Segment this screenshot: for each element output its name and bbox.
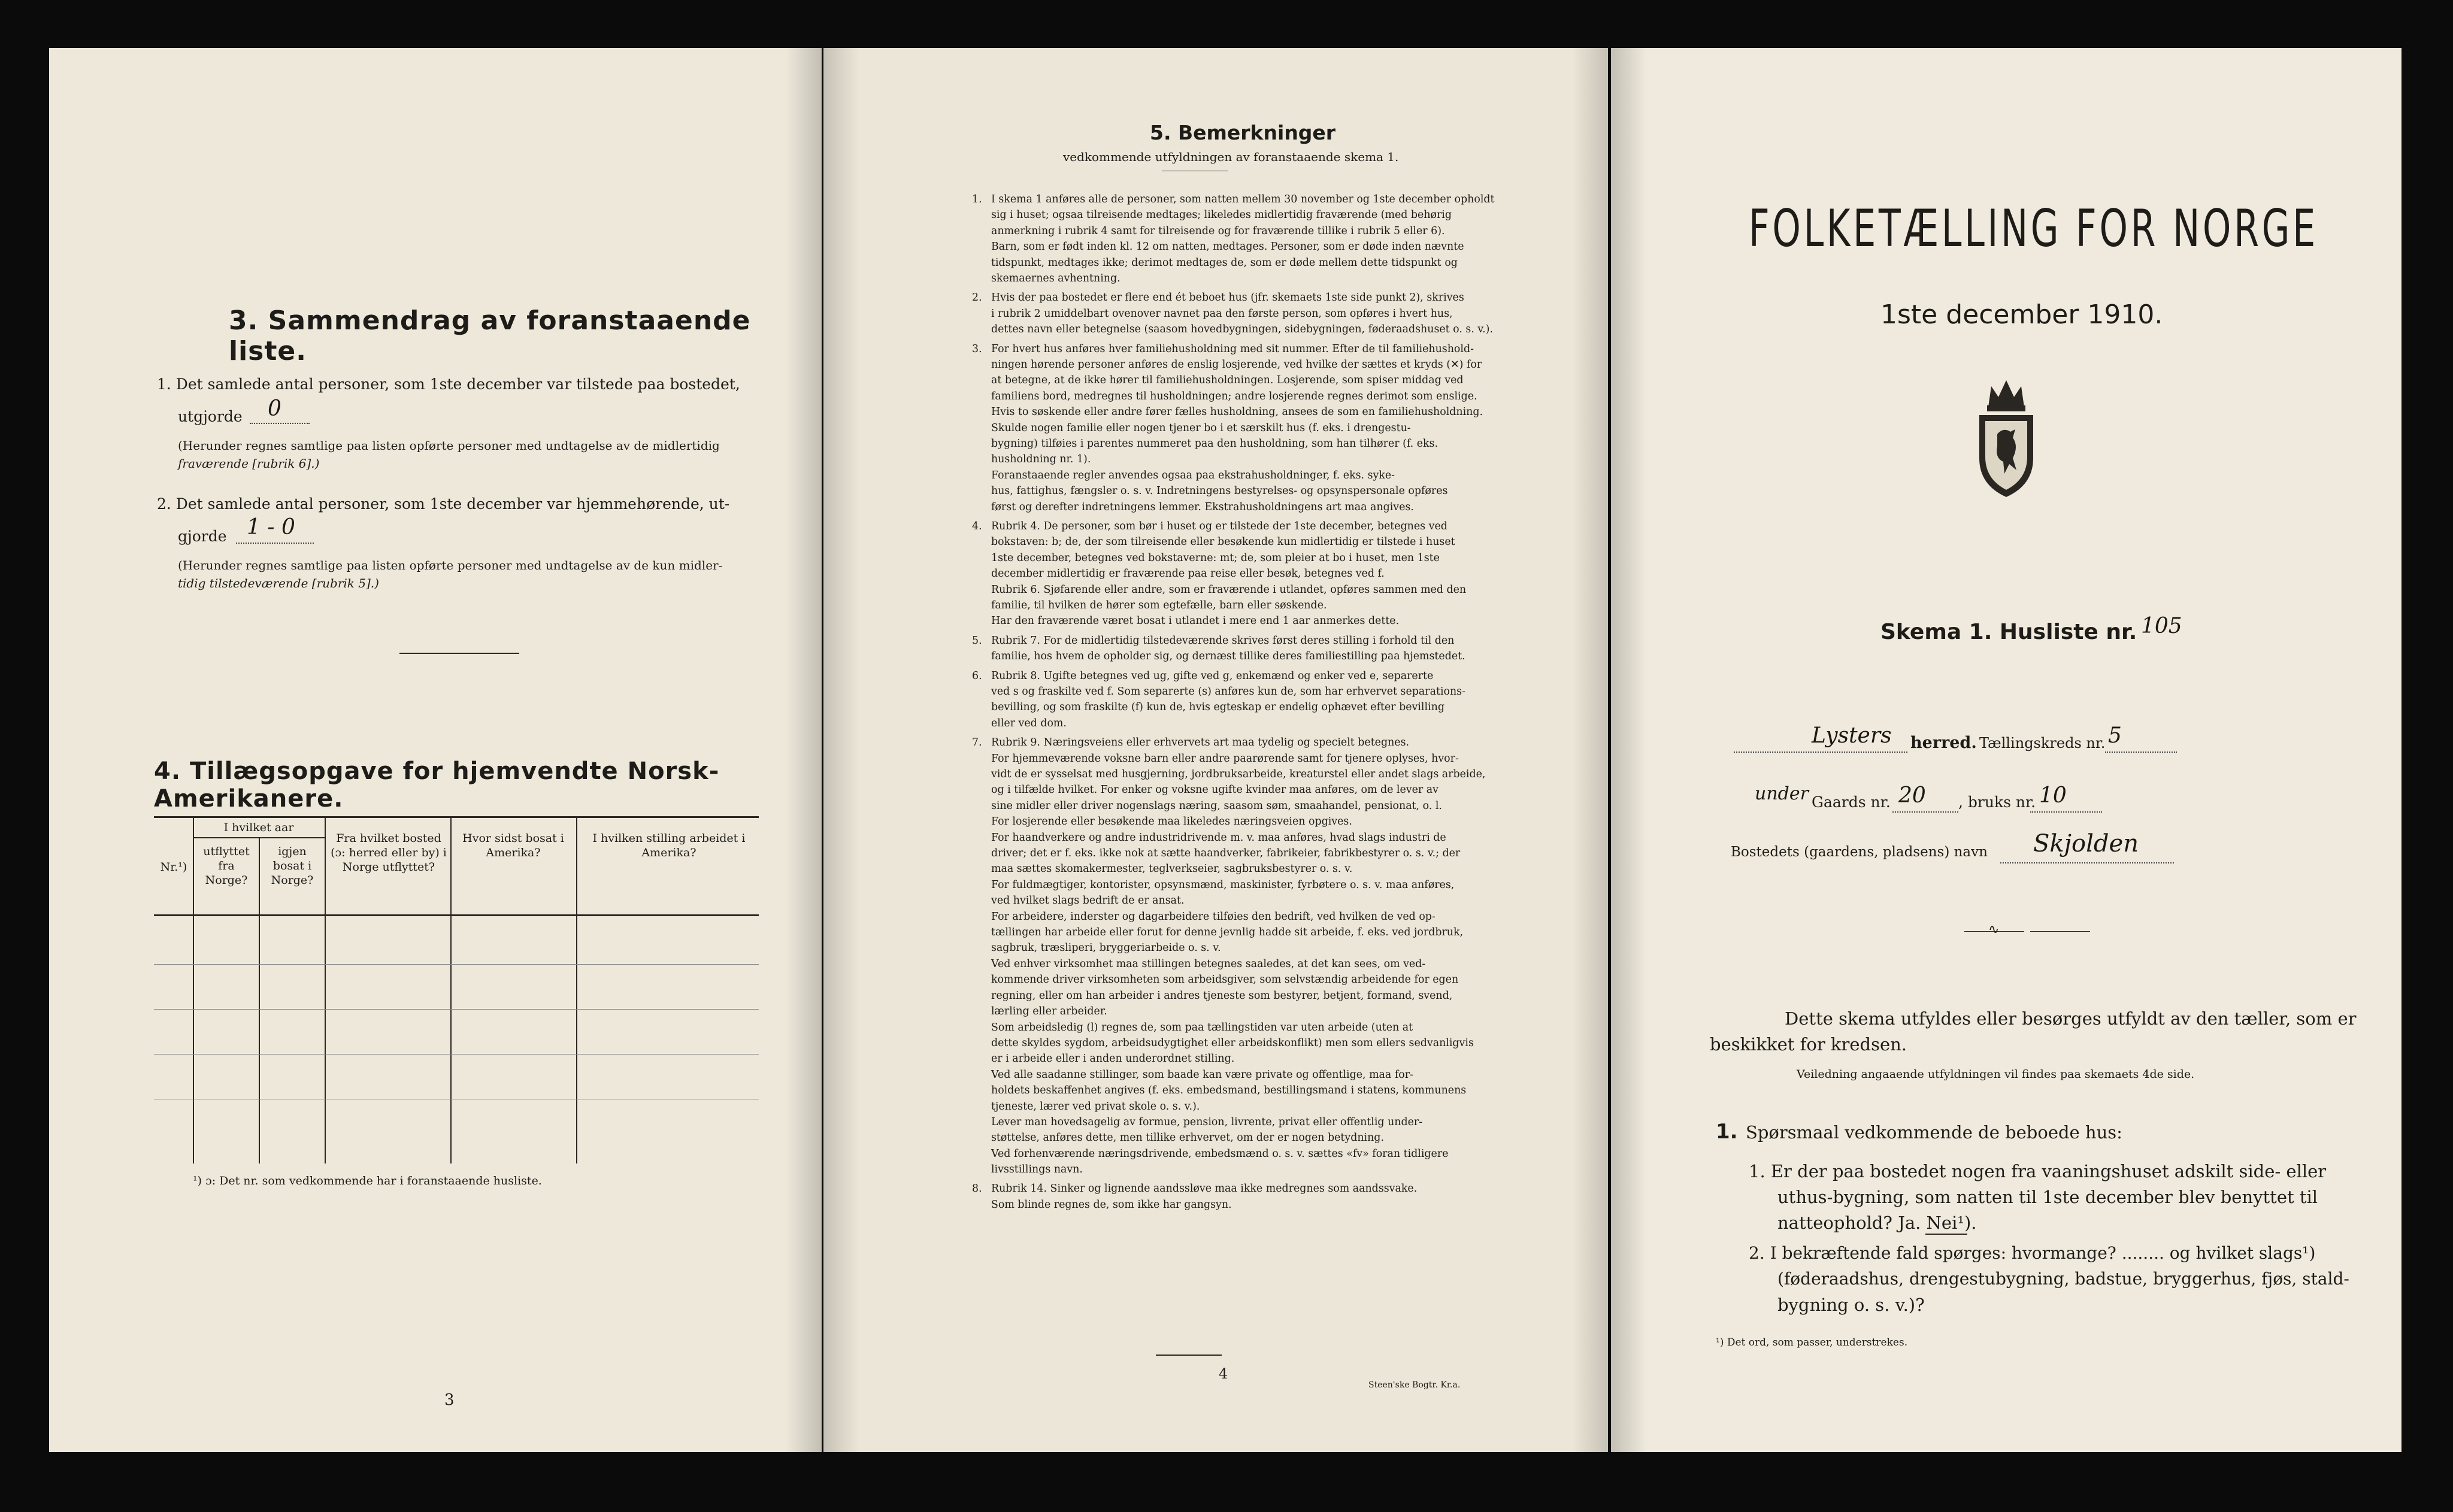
remark-line: Har den fraværende været bosat i utlandet i mere end 1 aar anmerkes dette.: [991, 615, 1400, 628]
remark-line: Rubrik 6. Sjøfarende eller andre, som er fraværende i utlandet, opføres sammen med den: [991, 583, 1467, 596]
remark-line: december midlertidig er fraværende paa reise eller besøk, betegnes ved f.: [991, 568, 1385, 580]
remark-line: For fuldmægtiger, kontorister, opsynsmænd, maskinister, fyrbøtere o. s. v. maa anføres,: [991, 878, 1455, 891]
remark-line: For hvert hus anføres hver familiehusholdning med sit nummer. Efter de til familiehushold-: [991, 343, 1474, 355]
remark-line: maa sættes skomakermester, teglverkseier, sagbruksbestyrer o. s. v.: [991, 863, 1353, 875]
bruk-line: [2030, 811, 2102, 813]
remark-line: i rubrik 2 umiddelbart ovenover navnet paa den første person, som opføres i hvert hus,: [991, 307, 1453, 320]
remark-item: [972, 1181, 1533, 1213]
summary-q2-note: (Herunder regnes samtlige paa listen opførte personer med undtagelse av de kun midler-: [178, 558, 723, 572]
q-heading-num: 1.: [1716, 1120, 1738, 1144]
coat-of-arms-icon: [1967, 374, 2045, 500]
remark-line: Hvis to søskende eller andre fører fælles husholdning, ansees de som en familiehusholdning.: [991, 406, 1483, 419]
page-cover: [1611, 48, 2401, 1452]
remark-line: sagbruk, træsliperi, bryggeriarbeide o. s. v.: [991, 942, 1221, 955]
table-col-line: [450, 816, 452, 1163]
cover-q2-l1: 2. I bekræftende fald spørges: hvormange? ........ og hvilket slags¹): [1749, 1243, 2316, 1263]
remark-line: ningen hørende personer anføres de enslig losjerende, ved hvilke der sættes et kryds (✕) for: [991, 359, 1482, 371]
ornament-rule: [2030, 931, 2090, 932]
remark-line: Lever man hovedsagelig av formue, pension, livrente, privat eller offentlig under-: [991, 1116, 1423, 1128]
intro-line2: beskikket for kredsen.: [1710, 1034, 1907, 1055]
cover-date: 1ste december 1910.: [1880, 299, 2163, 330]
table-col-line: [259, 837, 260, 1163]
remark-line: dettes navn eller betegnelse (saasom hovedbygningen, sidebygningen, føderaadshuset o. s. v.).: [991, 323, 1493, 336]
remark-line: er i arbeide eller i anden underordnet stilling.: [991, 1053, 1235, 1065]
remark-number: 3.: [972, 343, 982, 355]
remark-line: regning, eller om han arbeider i andres tjeneste som bestyrer, betjent, formand, svend,: [991, 989, 1453, 1002]
gutter-shadow: [1611, 48, 1647, 1452]
summary-q2-note2: tidig tilstedeværende [rubrik 5].): [178, 576, 379, 590]
remark-line: Rubrik 9. Næringsveiens eller erhvervets art maa tydelig og specielt betegnes.: [991, 737, 1410, 749]
bosted-value: Skjolden: [2033, 830, 2139, 857]
remark-line: I skema 1 anføres alle de personer, som natten mellem 30 november og 1ste december opholdt: [991, 193, 1495, 205]
printer-imprint: Steen'ske Bogtr. Kr.a.: [1368, 1380, 1461, 1390]
remark-line: kommende driver virksomheten som arbeidsgiver, som selvstændig arbeidende for egen: [991, 974, 1459, 986]
gaard-label: Gaards nr.: [1812, 793, 1891, 811]
th-returned: igjen bosat i Norge?: [271, 845, 314, 887]
page-summary: [49, 48, 822, 1452]
remark-line: Rubrik 4. De personer, som bør i huset og er tilstede der 1ste december, betegnes ved: [991, 520, 1447, 532]
remark-line: For arbeidere, inderster og dagarbeidere tilføies den bedrift, ved hvilken de ved op-: [991, 910, 1436, 923]
remark-number: 6.: [972, 669, 982, 682]
krets-label: Tællingskreds nr.: [1979, 735, 2106, 752]
summary-q1-note: (Herunder regnes samtlige paa listen opførte personer med undtagelse av de midlertidig: [178, 438, 720, 453]
summary-q2-line: [236, 543, 314, 544]
remark-line: livsstillings navn.: [991, 1163, 1083, 1176]
th-emigrated: utflyttet fra Norge?: [203, 845, 250, 887]
cover-q2-l2: (føderaadshus, drengestubygning, badstue, bryggerhus, fjøs, stald-: [1777, 1269, 2349, 1289]
schema-label: Skema 1. Husliste nr.: [1880, 620, 2137, 644]
summary-q1-label: utgjorde: [178, 408, 243, 425]
th-occupation: I hvilken stilling arbeidet i Amerika?: [592, 832, 746, 859]
gutter-shadow: [823, 48, 859, 1452]
remark-number: 8.: [972, 1183, 982, 1195]
bruk-value: 10: [2039, 783, 2067, 808]
remark-line: tidspunkt, medtages ikke; derimot medtages de, som er døde mellem dette tidspunkt og: [991, 256, 1458, 269]
end-rule: [1156, 1355, 1222, 1356]
house-number: 105: [2141, 614, 2182, 638]
th-from-where: Fra hvilket bosted (ɔ: herred eller by) i Norge utflyttet?: [331, 832, 447, 874]
table-col-line: [576, 816, 577, 1163]
summary-q2-label: gjorde: [178, 528, 227, 545]
cover-title: FOLKETÆLLING FOR NORGE: [1749, 199, 2318, 259]
table-col-line: [193, 816, 194, 1163]
remark-number: 7.: [972, 737, 982, 749]
cover-footnote: ¹) Det ord, som passer, understrekes.: [1716, 1337, 1908, 1349]
remark-line: bevilling, og som fraskilte (f) kun de, hvis egteskap er endelig ophævet efter bevilling: [991, 701, 1444, 714]
krets-line: [2105, 752, 2177, 753]
remark-line: at betegne, at de ikke hører til familiehusholdningen. Losjerende, som spiser middag ved: [991, 374, 1464, 387]
th-nr: Nr.¹): [160, 860, 187, 874]
remark-line: Rubrik 7. For de midlertidig tilstedeværende skrives først deres stilling i forhold til den: [991, 634, 1455, 647]
remark-line: ved hvilket slags bedrift de er ansat.: [991, 895, 1185, 907]
remark-line: Hvis der paa bostedet er flere end ét beboet hus (jfr. skemaets 1ste side punkt 2), skrives: [991, 292, 1464, 304]
gaard-value: 20: [1898, 783, 1926, 808]
divider: [399, 653, 519, 654]
remark-line: Skulde nogen familie eller nogen tjener bo i et særskilt hus (f. eks. i drengestu-: [991, 422, 1411, 434]
table-col-line: [325, 816, 326, 1163]
remark-line: lærling eller arbeider.: [991, 1005, 1107, 1018]
bosted-line: [2000, 862, 2174, 863]
krets-value: 5: [2108, 723, 2122, 748]
cover-q1-l1: 1. Er der paa bostedet nogen fra vaaningshuset adskilt side- eller: [1749, 1161, 2327, 1181]
remark-line: tællingen har arbeide eller forut for denne jevnlig hadde sit arbeide, f. eks. ved jordbruk,: [991, 926, 1464, 939]
remark-line: Som arbeidsledig (l) regnes de, som paa tællingstiden var uten arbeide (uten at: [991, 1021, 1413, 1034]
section-3-title: 3. Sammendrag av foranstaaende liste.: [229, 305, 751, 366]
remark-line: husholdning nr. 1).: [991, 453, 1091, 466]
guidance-note: Veiledning angaaende utfyldningen vil findes paa skemaets 4de side.: [1797, 1068, 2195, 1081]
remarks-title: 5. Bemerkninger: [1150, 121, 1336, 144]
intro-line1: Dette skema utfyldes eller besørges utfyldt av den tæller, som er: [1785, 1008, 2357, 1029]
remark-item: [972, 341, 1533, 515]
summary-q1: 1. Det samlede antal personer, som 1ste december var tilstede paa bostedet,: [157, 375, 740, 393]
remark-line: For hjemmeværende voksne barn eller andre paarørende samt for tjenere oplyses, hvor-: [991, 752, 1459, 765]
cover-q1-l2: uthus-bygning, som natten til 1ste december blev benyttet til: [1777, 1187, 2318, 1207]
remark-item: [972, 633, 1533, 665]
remark-line: For losjerende eller besøkende maa likeledes næringsveien opgives.: [991, 816, 1352, 828]
nei-underline: [1925, 1234, 1967, 1235]
remark-number: 2.: [972, 292, 982, 304]
page-number: 3: [444, 1391, 455, 1409]
remark-line: anmerkning i rubrik 4 samt for tilreisende og for fraværende tillike i rubrik 5 eller 6).: [991, 225, 1445, 237]
remark-line: familie, til hvilken de hører som egtefælle, barn eller søskende.: [991, 599, 1327, 612]
remark-line: hus, fattighus, fængsler o. s. v. Indretningens bestyrelses- og opsynspersonale opføres: [991, 485, 1448, 498]
gaard-prefix: under: [1755, 783, 1809, 804]
th-group: I hvilket aar: [223, 821, 294, 834]
remark-line: holdets beskaffenhet angives (f. eks. embedsmand, bestillingsmand i statens, kommunens: [991, 1084, 1467, 1097]
th-last-residence: Hvor sidst bosat i Amerika?: [462, 832, 564, 859]
cover-q2-l3: bygning o. s. v.)?: [1777, 1295, 1925, 1315]
remark-line: først og derefter indretningens lemmer. Ekstrahusholdningens art maa angives.: [991, 501, 1414, 513]
cover-q1-l3: natteophold? Ja. Nei¹).: [1777, 1213, 1977, 1233]
summary-q2-value: 1 - 0: [247, 515, 295, 540]
remark-number: 5.: [972, 634, 982, 647]
remark-item: [972, 668, 1533, 732]
bruk-label: , bruks nr.: [1958, 793, 2036, 811]
table-header-rule: [154, 914, 759, 916]
remark-line: Ved alle saadanne stillinger, som baade kan være private og offentlige, maa for-: [991, 1068, 1413, 1081]
remark-line: driver; det er f. eks. ikke nok at sætte haandverker, fabrikeier, fabrikbestyrer o. s. v.; der: [991, 847, 1461, 860]
remark-line: vidt de er sysselsat med husgjerning, jordbruksarbeide, kreaturstel eller andet slags arbeide,: [991, 768, 1486, 780]
remark-line: Barn, som er født inden kl. 12 om natten, medtages. Personer, som er døde inden nævnte: [991, 241, 1464, 253]
section-4-title: 4. Tillægsopgave for hjemvendte Norsk-Amerikanere.: [154, 757, 720, 813]
remark-item: [972, 290, 1533, 337]
page-number: 4: [1219, 1365, 1228, 1382]
remark-line: familie, hos hvem de opholder sig, og dernæst tillike deres familiestilling paa hjemstedet.: [991, 650, 1465, 663]
remark-line: 1ste december, betegnes ved bokstaverne: mt; de, som pleier at bo i huset, men 1ste: [991, 552, 1440, 564]
remark-line: ved s og fraskilte ved f. Som separerte (s) anføres kun de, som har erhvervet separations-: [991, 686, 1465, 698]
gaard-line: [1892, 811, 1958, 813]
bosted-label: Bostedets (gaardens, pladsens) navn: [1731, 844, 1988, 860]
herred-value: Lysters: [1812, 723, 1892, 748]
q-heading: Spørsmaal vedkommende de beboede hus:: [1746, 1122, 2122, 1143]
remark-item: [972, 735, 1533, 1177]
summary-q2: 2. Det samlede antal personer, som 1ste december var hjemmehørende, ut-: [157, 495, 730, 513]
gutter-shadow: [1572, 48, 1608, 1452]
remark-number: 4.: [972, 520, 982, 532]
table-row-line: [154, 964, 759, 965]
remarks-subtitle: vedkommende utfyldningen av foranstaaende skema 1.: [1063, 150, 1399, 164]
remark-line: For haandverkere og andre industridrivende m. v. maa anføres, hvad slags industri de: [991, 831, 1446, 844]
remark-line: Ved enhver virksomhet maa stillingen betegnes saaledes, at det kan sees, om ved-: [991, 958, 1426, 970]
table-top-rule: [154, 816, 759, 818]
herred-label: herred.: [1910, 734, 1977, 752]
gutter-shadow: [786, 48, 822, 1452]
remark-line: og i tilfælde hvilket. For enker og voksne ugifte kvinder maa anføres, om de lever av: [991, 784, 1439, 796]
table-footnote: ¹) ɔ: Det nr. som vedkommende har i foranstaaende husliste.: [193, 1174, 542, 1187]
remark-number: 1.: [972, 193, 982, 205]
page-remarks: [823, 48, 1608, 1452]
remark-line: eller ved dom.: [991, 717, 1067, 729]
remark-line: Som blinde regnes de, som ikke har gangsyn.: [991, 1198, 1232, 1211]
remark-line: Rubrik 14. Sinker og lignende aandssløve maa ikke medregnes som aandssvake.: [991, 1183, 1418, 1195]
table-row-line: [154, 1054, 759, 1055]
remark-line: Rubrik 8. Ugifte betegnes ved ug, gifte ved g, enkemænd og enker ved e, separerte: [991, 669, 1434, 682]
remark-item: [972, 519, 1533, 629]
ornament-icon: ∿: [1988, 922, 2000, 937]
summary-q1-line: [250, 423, 310, 424]
table-row-line: [154, 1009, 759, 1010]
remark-line: tjeneste, lærer ved privat skole o. s. v.).: [991, 1100, 1200, 1113]
remark-line: dette skyldes sygdom, arbeidsudygtighet eller arbeidskonflikt) men som ellers sedvanligvis: [991, 1037, 1474, 1049]
herred-line: [1734, 752, 1907, 753]
remark-line: skemaernes avhentning.: [991, 272, 1120, 285]
remark-line: sine midler eller driver nogenslags næring, saasom søm, smaahandel, pensionat, o. l.: [991, 799, 1442, 812]
remark-item: [972, 192, 1533, 286]
summary-q1-value: 0: [268, 396, 281, 421]
remark-line: støttelse, anføres dette, men tillike erhvervet, om der er nogen betydning.: [991, 1132, 1384, 1144]
remark-line: sig i huset; ogsaa tilreisende medtages; likeledes midlertidig fraværende (med behørig: [991, 209, 1452, 222]
summary-q1-note2: fraværende [rubrik 6].): [178, 456, 320, 471]
remark-line: familiens bord, medregnes til husholdningen; andre losjerende regnes derimot som enslige.: [991, 390, 1477, 402]
remark-line: Foranstaaende regler anvendes ogsaa paa ekstrahusholdninger, f. eks. syke-: [991, 469, 1395, 481]
remark-line: bokstaven: b; de, der som tilreisende eller besøkende kun midlertidig er tilstede i huset: [991, 536, 1455, 549]
remark-line: bygning) tilføies i parentes nummeret paa den husholdning, som han tilhører (f. eks.: [991, 438, 1439, 450]
remark-line: Ved forhenværende næringsdrivende, embedsmænd o. s. v. sættes «fv» foran tidligere: [991, 1147, 1449, 1160]
